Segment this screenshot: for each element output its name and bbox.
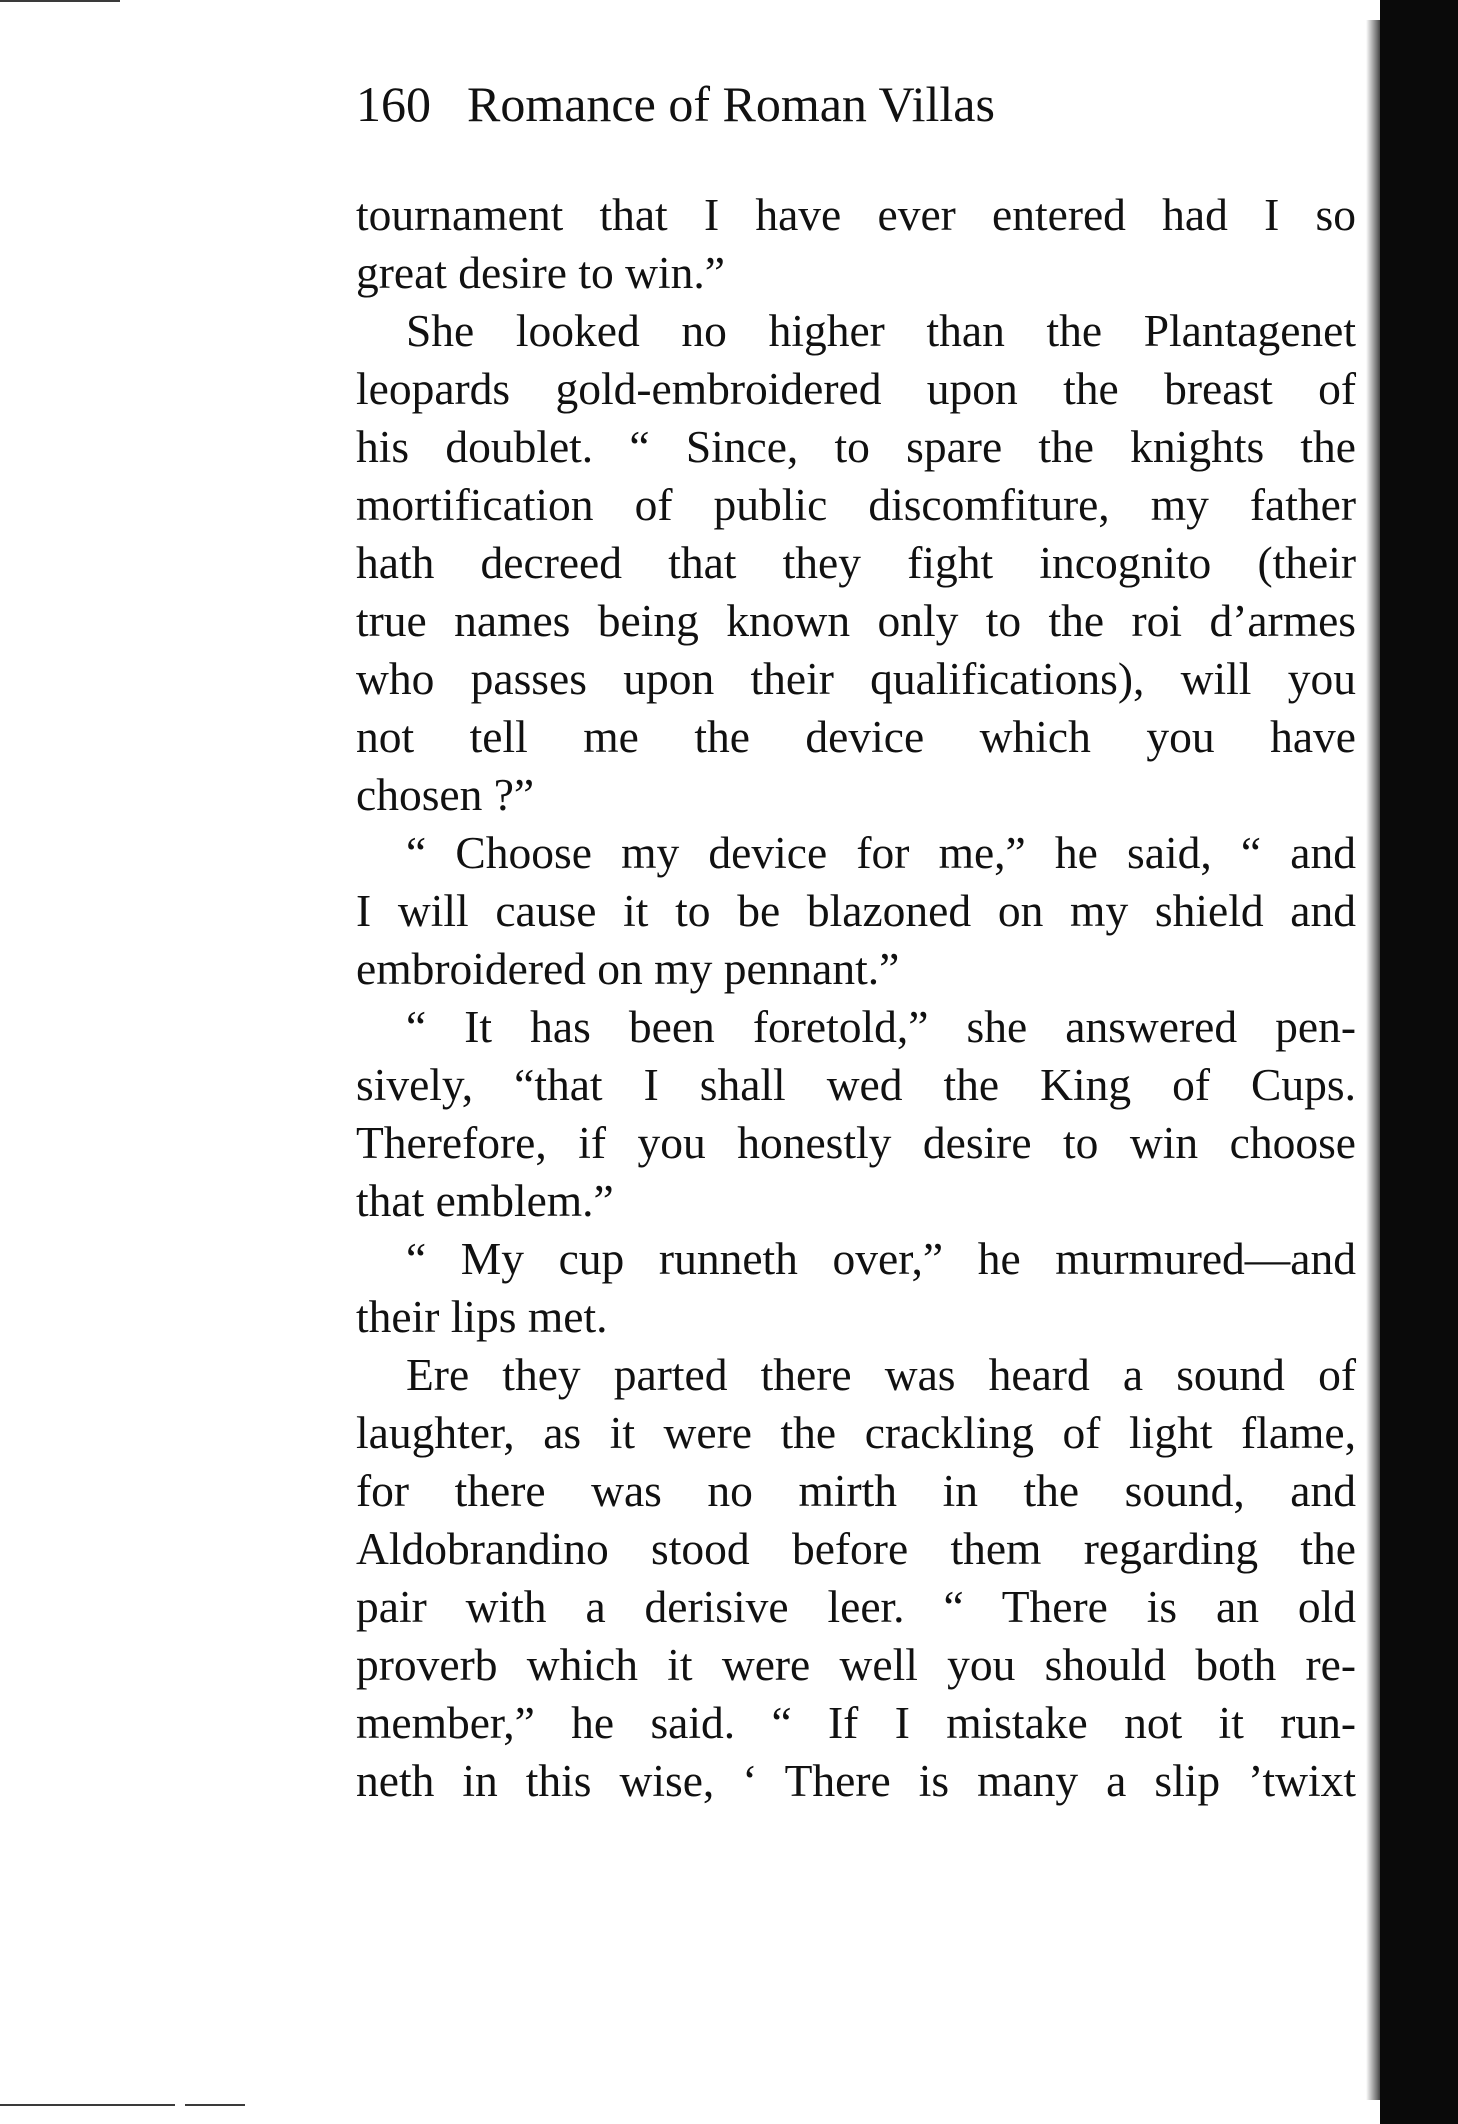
text-line: chosen ?” <box>356 769 535 820</box>
text-line: laughter, as it were the crackling of light flame, <box>356 1407 1356 1458</box>
text-line: great desire to win.” <box>356 247 725 298</box>
text-line: sively, “that I shall wed the King of Cups. <box>356 1059 1356 1110</box>
page-body <box>356 186 1356 1810</box>
text-line: member,” he said. “ If I mistake not it run- <box>356 1697 1356 1748</box>
text-line: tournament that I have ever entered had I so <box>356 189 1356 240</box>
running-header <box>356 72 995 136</box>
paragraph-start-line: “ It has been foretold,” she answered pen- <box>406 1001 1356 1052</box>
text-line: I will cause it to be blazoned on my shield and <box>356 885 1356 936</box>
text-line: neth in this wise, ‘ There is many a slip ’twixt <box>356 1755 1356 1806</box>
text-line: pair with a derisive leer. “ There is an old <box>356 1581 1356 1632</box>
text-line: not tell me the device which you have <box>356 711 1356 762</box>
text-line: embroidered on my pennant.” <box>356 943 900 994</box>
text-line: that emblem.” <box>356 1175 614 1226</box>
text-line: leopards gold-embroidered upon the breast of <box>356 363 1356 414</box>
text-line: their lips met. <box>356 1291 608 1342</box>
scan-gutter-shadow <box>1380 0 1458 2124</box>
paragraph-start-line: She looked no higher than the Plantagenet <box>406 305 1356 356</box>
text-line: true names being known only to the roi d’armes <box>356 595 1356 646</box>
paragraph-start-line: Ere they parted there was heard a sound of <box>406 1349 1356 1400</box>
running-title: Romance of Roman Villas <box>467 76 995 132</box>
text-line: Therefore, if you honestly desire to win choose <box>356 1117 1356 1168</box>
scan-edge-line <box>0 2104 175 2106</box>
scan-edge-line <box>0 0 120 2</box>
text-line: his doublet. “ Since, to spare the knights the <box>356 421 1356 472</box>
text-line: proverb which it were well you should both re- <box>356 1639 1356 1690</box>
text-line: for there was no mirth in the sound, and <box>356 1465 1356 1516</box>
text-line: mortification of public discomfiture, my father <box>356 479 1356 530</box>
scan-edge-line <box>185 2104 245 2106</box>
text-line: who passes upon their qualifications), will you <box>356 653 1356 704</box>
text-line: Aldobrandino stood before them regarding the <box>356 1523 1356 1574</box>
paragraph-start-line: “ Choose my device for me,” he said, “ and <box>406 827 1356 878</box>
text-line: hath decreed that they fight incognito (their <box>356 537 1356 588</box>
paragraph-start-line: “ My cup runneth over,” he murmured—and <box>406 1233 1356 1284</box>
page-number: 160 <box>356 76 431 132</box>
